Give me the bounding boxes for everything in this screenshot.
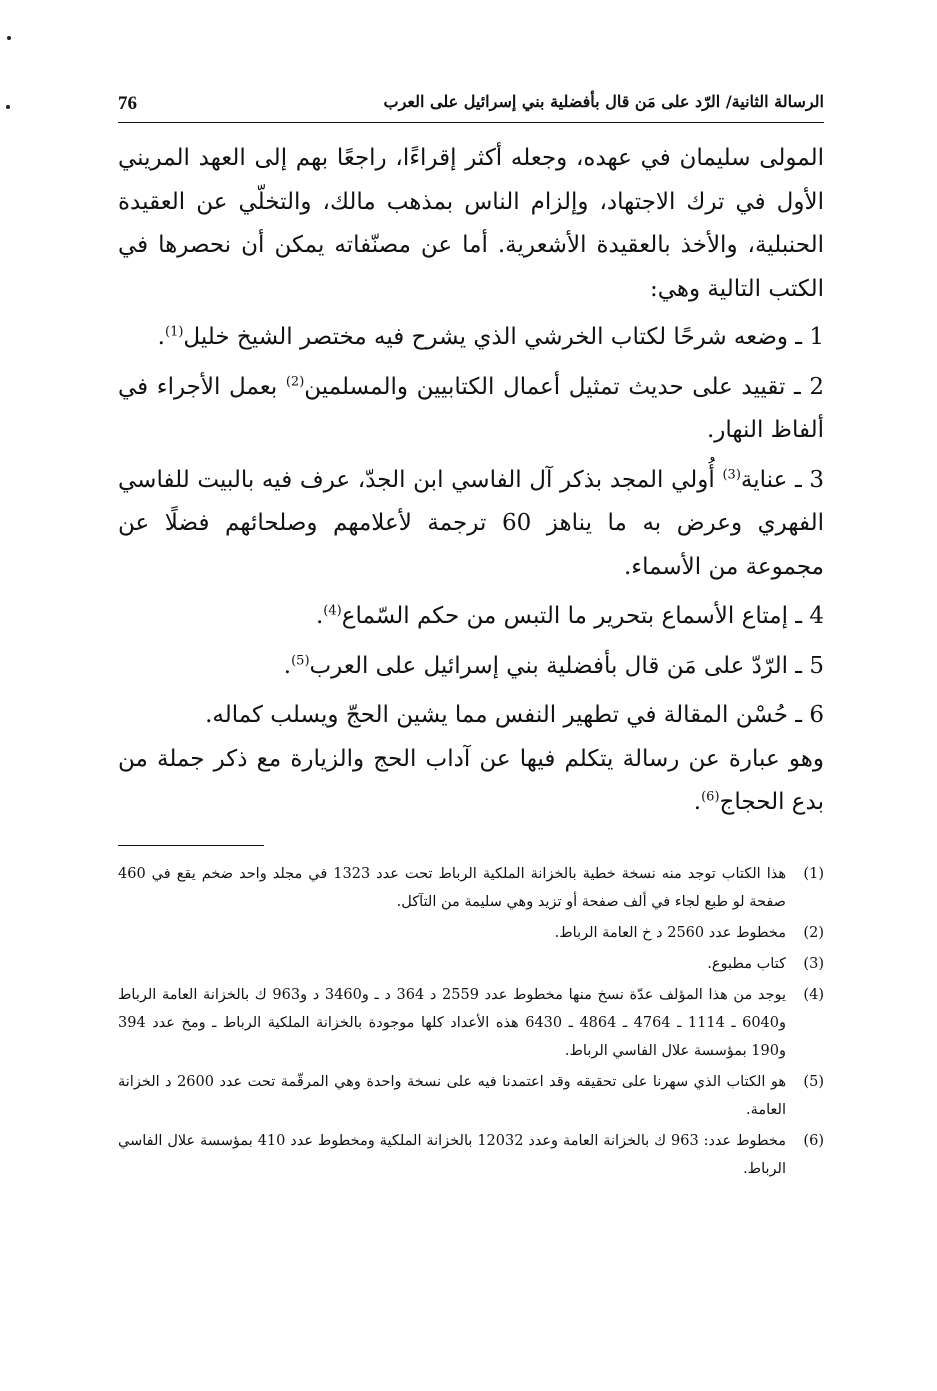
closing-paragraph [118, 738, 824, 825]
item-text: 5 ـ الرّدّ على مَن قال بأفضلية بني إسرائيل على العرب [309, 652, 824, 679]
book-list-item-5 [118, 645, 824, 689]
footnote-marker: (1) [803, 865, 824, 882]
footnote-marker: (4) [803, 986, 824, 1003]
footnote-marker: (3) [803, 955, 824, 972]
footnote [118, 860, 824, 916]
main-text [118, 137, 824, 825]
footnote-text: مخطوط عدد: 963 ك بالخزانة العامة وعدد 12032 بالخزانة الملكية ومخطوط عدد 410 بمؤسسة علال الفاسي الرباط. [118, 1132, 786, 1177]
footnote-ref: (5) [291, 652, 310, 668]
footnote-ref: (4) [323, 603, 342, 619]
item-tail: . [315, 603, 324, 629]
item-text: 4 ـ إمتاع الأسماع بتحرير ما التبس من حكم السّماع [341, 603, 824, 629]
footnote [118, 1068, 824, 1124]
item-text: 3 ـ عناية [740, 466, 825, 493]
footnote-ref: (2) [285, 373, 305, 389]
item-text: 2 ـ تقييد على حديث تمثيل أعمال الكتابيين والمسلمين [304, 373, 824, 400]
book-list-item-4 [118, 595, 824, 639]
page-number: 76 [118, 93, 137, 114]
footnote-marker: (2) [803, 924, 824, 941]
footnote-ref: (3) [722, 466, 741, 482]
footnote-ref: (1) [164, 324, 184, 340]
book-list-item-3 [118, 459, 824, 590]
footnote-ref: (6) [701, 789, 720, 805]
item-text: 6 ـ حُسْن المقالة في تطهير النفس مما يشين الحجّ ويسلب كماله. [205, 702, 824, 728]
item-tail: أُولي المجد بذكر آل الفاسي ابن الجدّ، عرف فيه بالبيت للفاسي الفهري وعرض به ما يناهز 60 ترجمة لأعلامهم وصلحائهم فضلًا عن مجموعة من الأسماء. [118, 466, 824, 580]
footnote-marker: (6) [803, 1132, 824, 1149]
book-list-item-2 [118, 366, 824, 453]
item-tail: . [283, 652, 292, 679]
footnote [118, 919, 824, 947]
item-tail: . [157, 324, 165, 350]
item-tail: بعمل الأجراء في ألفاظ النهار. [118, 373, 824, 443]
footnote-text: مخطوط عدد 2560 د خ العامة الرباط. [554, 924, 786, 941]
footnote-marker: (5) [803, 1073, 824, 1090]
footnote-text: هو الكتاب الذي سهرنا على تحقيقه وقد اعتمدنا فيه على نسخة واحدة وهي المرقّمة تحت عدد 2600 د الخزانة العامة. [118, 1073, 786, 1118]
running-header [118, 78, 824, 123]
book-page [118, 78, 824, 1368]
footnote-text: هذا الكتاب توجد منه نسخة خطية بالخزانة الملكية الرباط تحت عدد 1323 في مجلد واحد ضخم يقع في 460 صفحة لو طبع لجاء في ألف صفحة أو تزيد وهي سليمة من التآكل. [118, 865, 786, 910]
footnote-separator [118, 845, 264, 846]
footnote-text: كتاب مطبوع. [707, 955, 786, 972]
footnote [118, 981, 824, 1065]
running-title: الرسالة الثانية/ الرّد على مَن قال بأفضلية بني إسرائيل على العرب [383, 92, 824, 111]
item-text: 1 ـ وضعه شرحًا لكتاب الخرشي الذي يشرح فيه مختصر الشيخ خليل [183, 324, 824, 350]
footnote [118, 950, 824, 978]
scan-speck [6, 105, 10, 109]
closing-tail: . [693, 789, 702, 815]
intro-paragraph: المولى سليمان في عهده، وجعله أكثر إقراءًا، راجعًا بهم إلى العهد المريني الأول في ترك الاجتهاد، وإلزام الناس بمذهب مالك، والتخلّي عن العقيدة الحنبلية، والأخذ بالعقيدة الأشعرية. أما عن مصنّفاته يمكن أن نحصرها في الكتب التالية وهي: [118, 145, 824, 302]
book-list-item-1 [118, 316, 824, 360]
footnote-text: يوجد من هذا المؤلف عدّة نسخ منها مخطوط عدد 2559 د 364 د ـ و3460 د و963 ك بالخزانة العامة الرباط و6040 ـ 1114 ـ 4764 ـ 4864 ـ 6430 هذه الأعداد كلها موجودة بالخزانة الملكية الرباط ـ ومخ عدد 394 و190 بمؤسسة علال الفاسي الرباط. [118, 986, 787, 1059]
footnote [118, 1127, 824, 1183]
footnotes [118, 860, 824, 1183]
book-list-item-6 [118, 694, 824, 738]
closing-text: وهو عبارة عن رسالة يتكلم فيها عن آداب الحج والزيارة مع ذكر جملة من بدع الحجاج [118, 745, 824, 815]
scan-speck [7, 36, 11, 40]
